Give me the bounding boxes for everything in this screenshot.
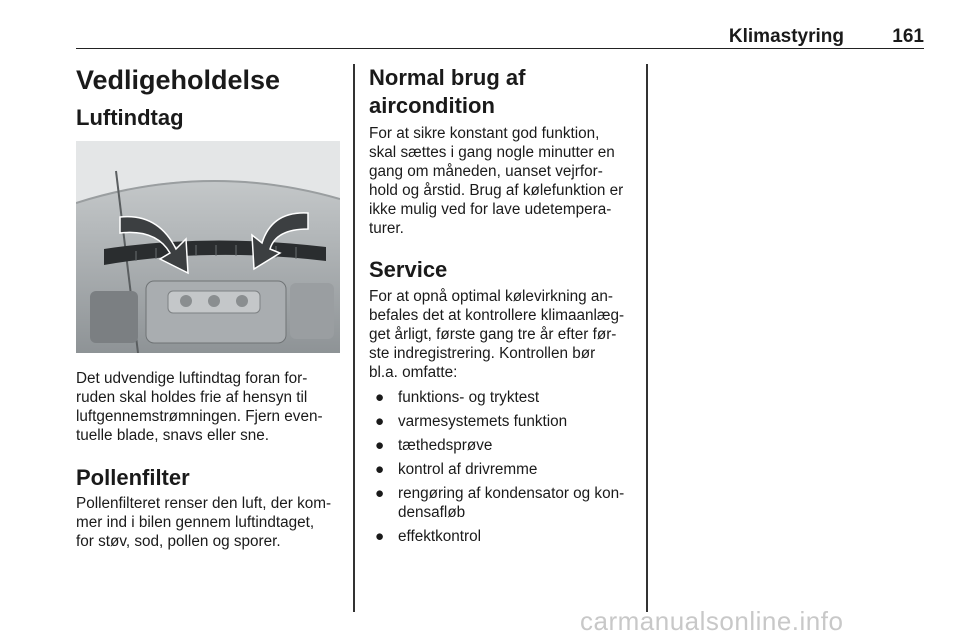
page-number: 161 xyxy=(892,26,924,47)
bullet-icon: ● xyxy=(375,437,385,454)
right-column xyxy=(369,64,637,551)
list-item-text: effektkontrol xyxy=(398,528,482,545)
bullet-icon: ● xyxy=(375,413,385,430)
heading-luftindtag: Luftindtag xyxy=(76,105,184,130)
heading-pollenfilter: Pollenfilter xyxy=(76,465,190,490)
list-item-text: funktions- og tryktest xyxy=(398,389,540,406)
list-item xyxy=(369,460,637,479)
service-checklist xyxy=(369,388,637,546)
bullet-icon: ● xyxy=(375,461,385,478)
bullet-icon: ● xyxy=(375,528,385,545)
list-item xyxy=(369,527,637,546)
watermark: carmanualsonline.info xyxy=(580,606,844,636)
list-item-text: varmesystemets funktion xyxy=(398,413,568,430)
page-header xyxy=(76,24,924,49)
section-title: Klimastyring xyxy=(728,26,844,47)
pollenfilter-text: Pollenfilteret renser den luft, der kom- mer ind i bilen gennem luftindtaget, for støv, sod, pollen og sporer. xyxy=(76,495,332,550)
list-item xyxy=(369,412,637,431)
bullet-icon: ● xyxy=(375,485,385,502)
bullet-icon: ● xyxy=(375,389,385,406)
list-item xyxy=(369,388,637,407)
service-text: For at opnå optimal kølevirkning an- befales det at kontrollere klimaanlæg- get årligt, første gang tre år efter før- ste indregistrering. Kontrollen bør bl.a. omfatte: xyxy=(369,288,625,381)
list-item xyxy=(369,436,637,455)
heading-service: Service xyxy=(369,257,448,282)
engine-bay-photo xyxy=(76,141,340,353)
heading-normal-brug: Normal brug af aircondition xyxy=(369,65,526,118)
luftindtag-text: Det udvendige luftindtag foran for- ruden skal holdes frie af hensyn til luftgennemstrømningen. Fjern even- tuelle blade, snavs eller sne. xyxy=(76,370,323,444)
heading-vedligeholdelse: Vedligeholdelse xyxy=(76,65,281,95)
list-item xyxy=(369,484,637,522)
aircondition-text: For at sikre konstant god funktion, skal sættes i gang nogle minutter en gang om måneden, uanset vejrfor- hold og årstid. Brug af kølefunktion er ikke mulig ved for lave udetempera- turer. xyxy=(369,125,624,237)
list-item-text: kontrol af drivremme xyxy=(398,461,538,478)
list-item-text: tæthedsprøve xyxy=(398,437,493,454)
engine-bay-illustration xyxy=(76,141,340,353)
column-divider-left xyxy=(353,64,355,612)
column-divider-right xyxy=(646,64,648,612)
list-item-text: rengøring af kondensator og kon- densafløb xyxy=(398,485,625,521)
left-column xyxy=(76,64,340,551)
